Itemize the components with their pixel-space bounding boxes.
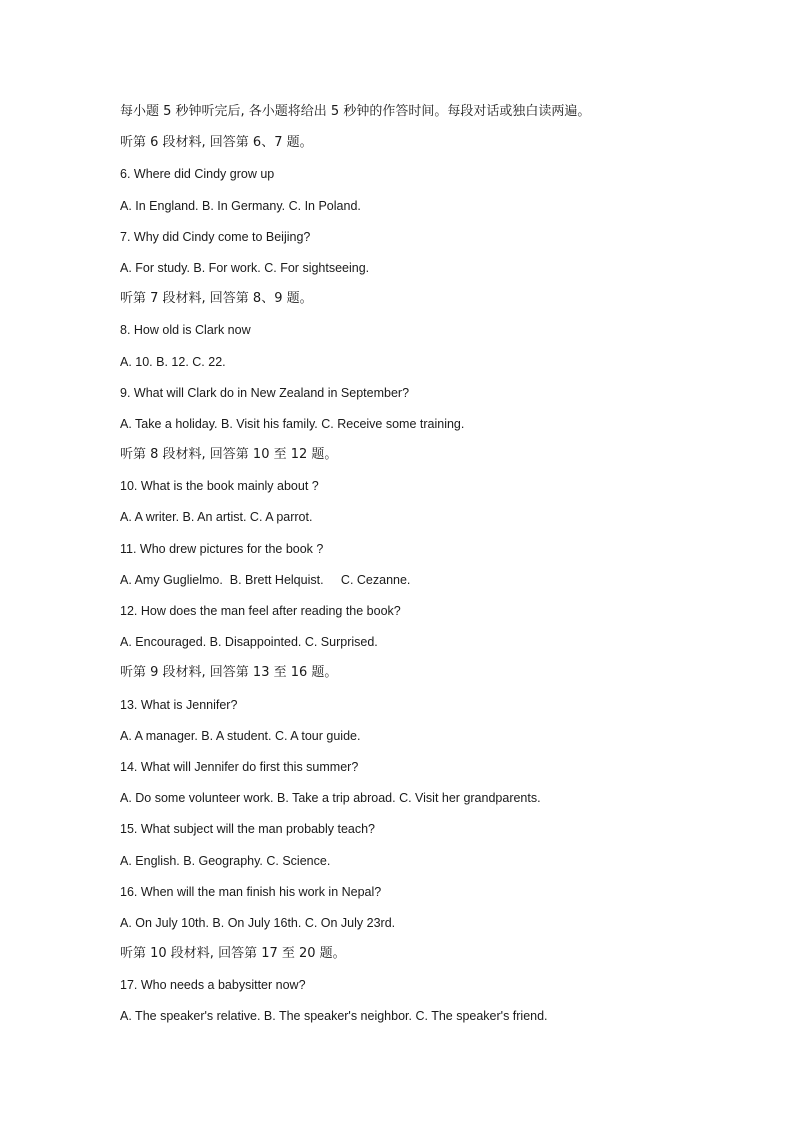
question-10: 10. What is the book mainly about ? <box>120 479 319 494</box>
question-8: 8. How old is Clark now <box>120 323 251 338</box>
question-16: 16. When will the man finish his work in Nepal? <box>120 884 382 899</box>
question-6: 6. Where did Cindy grow up <box>120 167 275 182</box>
question-7: 7. Why did Cindy come to Beijing? <box>120 229 311 244</box>
question-17: 17. Who needs a babysitter now? <box>120 978 306 993</box>
options-8: A. 10. B. 12. C. 22. <box>120 354 226 369</box>
question-14: 14. What will Jennifer do first this summer? <box>120 759 359 774</box>
options-10: A. A writer. B. An artist. C. A parrot. <box>120 510 313 525</box>
options-13: A. A manager. B. A student. C. A tour guide. <box>120 728 361 743</box>
options-17: A. The speaker's relative. B. The speaker's neighbor. C. The speaker's friend. <box>120 1009 548 1024</box>
question-12: 12. How does the man feel after reading the book? <box>120 604 401 618</box>
options-7: A. For study. B. For work. C. For sightseeing. <box>120 260 370 275</box>
question-13: 13. What is Jennifer? <box>120 697 238 712</box>
question-9: 9. What will Clark do in New Zealand in September? <box>120 385 410 400</box>
section-heading-9: 听第 9 段材料, 回答第 13 至 16 题。 <box>120 665 338 681</box>
options-16: A. On July 10th. B. On July 16th. C. On July 23rd. <box>120 915 396 930</box>
instruction-text: 每小题 5 秒钟听完后, 各小题将给出 5 秒钟的作答时间。每段对话或独白读两遍。 <box>120 104 591 119</box>
question-15: 15. What subject will the man probably teach? <box>120 822 375 837</box>
options-14: A. Do some volunteer work. B. Take a trip abroad. C. Visit her grandparents. <box>120 791 541 806</box>
question-11: 11. Who drew pictures for the book ? <box>120 541 324 556</box>
options-6: A. In England. B. In Germany. C. In Poland. <box>120 198 361 213</box>
section-heading-7: 听第 7 段材料, 回答第 8、9 题。 <box>120 291 313 307</box>
document-body <box>120 101 720 1037</box>
options-9: A. Take a holiday. B. Visit his family. C. Receive some training. <box>120 416 465 431</box>
options-15: A. English. B. Geography. C. Science. <box>120 853 331 868</box>
section-heading-10: 听第 10 段材料, 回答第 17 至 20 题。 <box>120 946 346 962</box>
section-heading-8: 听第 8 段材料, 回答第 10 至 12 题。 <box>120 447 338 463</box>
section-heading-6: 听第 6 段材料, 回答第 6、7 题。 <box>120 135 313 151</box>
options-12: A. Encouraged. B. Disappointed. C. Surprised. <box>120 635 378 650</box>
options-11: A. Amy Guglielmo. B. Brett Helquist. C. Cezanne. <box>120 572 411 587</box>
